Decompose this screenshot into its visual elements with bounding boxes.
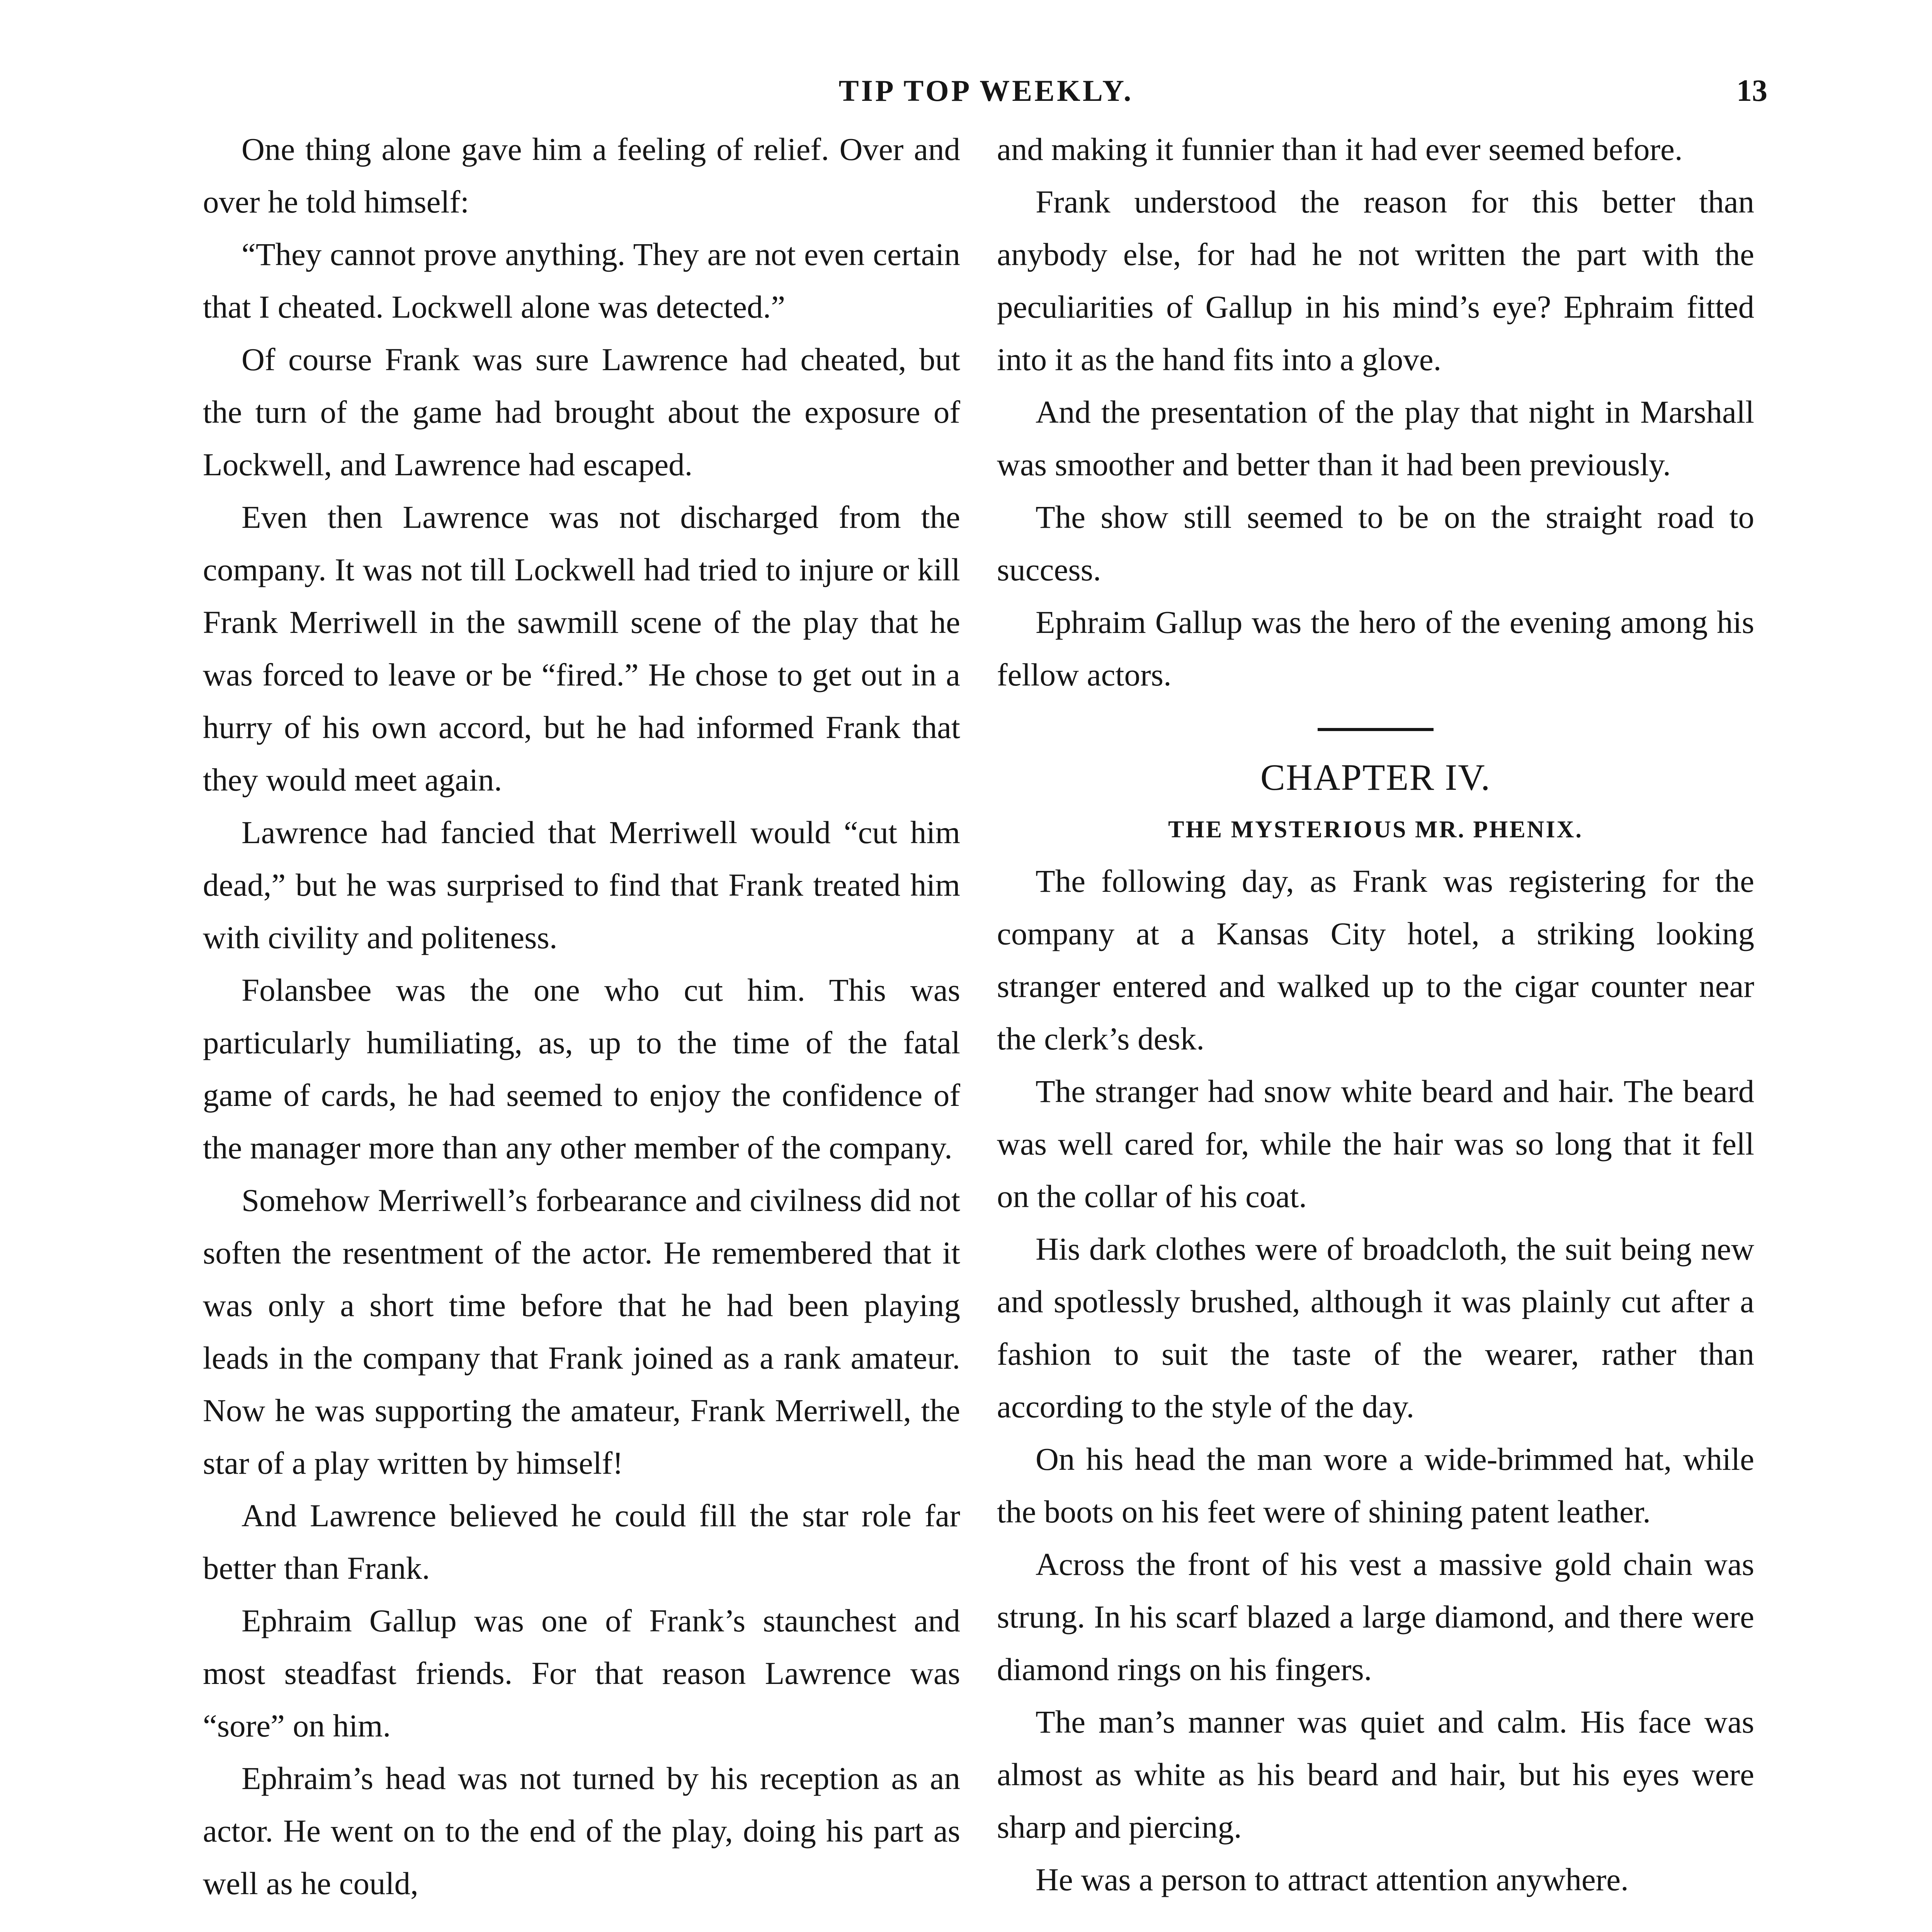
paragraph: Of course Frank was sure Lawrence had cheated, but the turn of the game had brought about the exposure of Lockwell, and Lawrence had escaped. xyxy=(203,342,960,482)
paragraph: The show still seemed to be on the straight road to success. xyxy=(997,499,1754,587)
paragraph: The man’s manner was quiet and calm. His face was almost as white as his beard and hair, but his eyes were sharp and piercing. xyxy=(997,1704,1754,1845)
running-head: TIP TOP WEEKLY. xyxy=(838,74,1134,107)
paragraph: The stranger had snow white beard and hair. The beard was well cared for, while the hair was so long that it fell on the collar of his coat. xyxy=(997,1073,1754,1214)
paragraph: “They cannot prove anything. They are not even certain that I cheated. Lockwell alone was detected.” xyxy=(203,236,960,325)
paragraph: Ephraim Gallup was one of Frank’s staunchest and most steadfast friends. For that reason Lawrence was “sore” on him. xyxy=(203,1603,960,1743)
chapter-subtitle: THE MYSTERIOUS MR. PHENIX. xyxy=(1168,816,1583,843)
paragraph: Somehow Merriwell’s forbearance and civilness did not soften the resentment of the actor. He remembered that it was only a short time before that he had been playing leads in the company that Frank joined as a rank amateur. Now he was supporting the amateur, Frank Merriwell, the star of a play written by himself! xyxy=(203,1182,960,1481)
paragraph: On his head the man wore a wide-brimmed hat, while the boots on his feet were of shining patent leather. xyxy=(997,1441,1754,1529)
paragraph: and making it funnier than it had ever seemed before. xyxy=(997,131,1683,167)
paragraph: The following day, as Frank was registering for the company at a Kansas City hotel, a striking looking stranger entered and walked up to the cigar counter near the clerk’s desk. xyxy=(997,863,1754,1056)
paragraph: Ephraim’s head was not turned by his reception as an actor. He went on to the end of the play, doing his part as well as he could, xyxy=(203,1760,960,1901)
paragraph: Frank understood the reason for this better than anybody else, for had he not written the part with the peculiarities of Gallup in his mind’s eye? Ephraim fitted into it as the hand fits into a glove. xyxy=(997,184,1754,377)
paragraph: Even then Lawrence was not discharged from the company. It was not till Lockwell had tried to injure or kill Frank Merriwell in the sawmill scene of the play that he was forced to leave or be “fired.” He chose to get out in a hurry of his own accord, but he had informed Frank that they would meet again. xyxy=(203,499,960,798)
paragraph: Ephraim Gallup was the hero of the evening among his fellow actors. xyxy=(997,604,1754,692)
chapter-divider xyxy=(1318,728,1434,731)
right-column xyxy=(997,123,1754,1906)
page-header xyxy=(0,73,1932,124)
paragraph: Lawrence had fancied that Merriwell would “cut him dead,” but he was surprised to find that Frank treated him with civility and politeness. xyxy=(203,815,960,955)
page-number: 13 xyxy=(1736,74,1767,108)
paragraph: His dark clothes were of broadcloth, the suit being new and spotlessly brushed, although it was plainly cut after a fashion to suit the taste of the wearer, rather than according to the style of the day. xyxy=(997,1231,1754,1424)
paragraph: Folansbee was the one who cut him. This was particularly humiliating, as, up to the time of the fatal game of cards, he had seemed to enjoy the confidence of the manager more than any other member of the company. xyxy=(203,972,960,1165)
paragraph: He was a person to attract attention anywhere. xyxy=(1036,1862,1629,1897)
paragraph: And Lawrence believed he could fill the star role far better than Frank. xyxy=(203,1498,960,1586)
left-column xyxy=(203,123,960,1910)
chapter-title: CHAPTER IV. xyxy=(1260,757,1491,798)
paragraph: One thing alone gave him a feeling of relief. Over and over he told himself: xyxy=(203,131,960,219)
paragraph: And the presentation of the play that night in Marshall was smoother and better than it had been previously. xyxy=(997,394,1754,482)
paragraph: Across the front of his vest a massive gold chain was strung. In his scarf blazed a large diamond, and there were diamond rings on his fingers. xyxy=(997,1546,1754,1687)
